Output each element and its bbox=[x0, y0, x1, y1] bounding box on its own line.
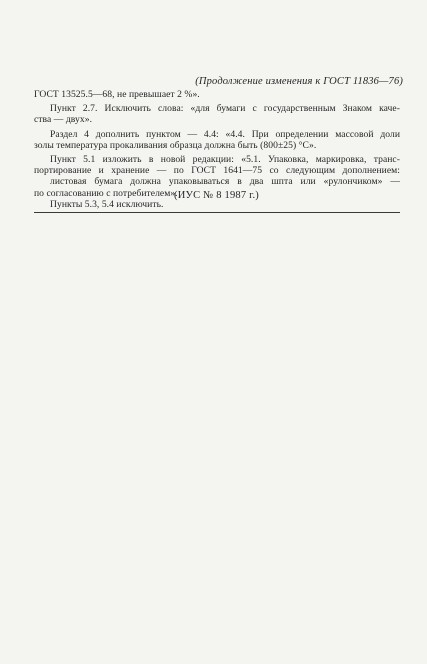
text-line-3: ства — двух». bbox=[34, 114, 93, 126]
horizontal-divider bbox=[34, 212, 400, 213]
text-line-6: Пункт 5.1 изложить в новой редакции: «5.1. Упаковка, маркировка, транс- bbox=[50, 154, 400, 166]
continuation-header: (Продолжение изменения к ГОСТ 11836—76) bbox=[195, 76, 403, 87]
text-line-8: листовая бумага должна упаковываться в два шпта или «рулончиком» — bbox=[50, 176, 400, 188]
text-line-9: по согласованию с потребителем». bbox=[34, 187, 178, 199]
text-line-1: ГОСТ 13525.5—68, не превышает 2 %». bbox=[34, 89, 200, 100]
text-line-2: Пункт 2.7. Исключить слова: «для бумаги с государственным Знаком каче- bbox=[50, 103, 400, 115]
text-line-5: золы температура прокаливания образца должна быть (800±25) °С». bbox=[34, 139, 317, 151]
source-reference: (ИУС № 8 1987 г.) bbox=[174, 190, 259, 201]
text-line-10: Пункты 5.3, 5.4 исключить. bbox=[50, 198, 164, 210]
text-line-7: портирование и хранение — по ГОСТ 1641—75 со следующим дополнением: bbox=[34, 165, 400, 177]
text-line-4: Раздел 4 дополнить пунктом — 4.4: «4.4. При определении массовой доли bbox=[50, 128, 400, 140]
